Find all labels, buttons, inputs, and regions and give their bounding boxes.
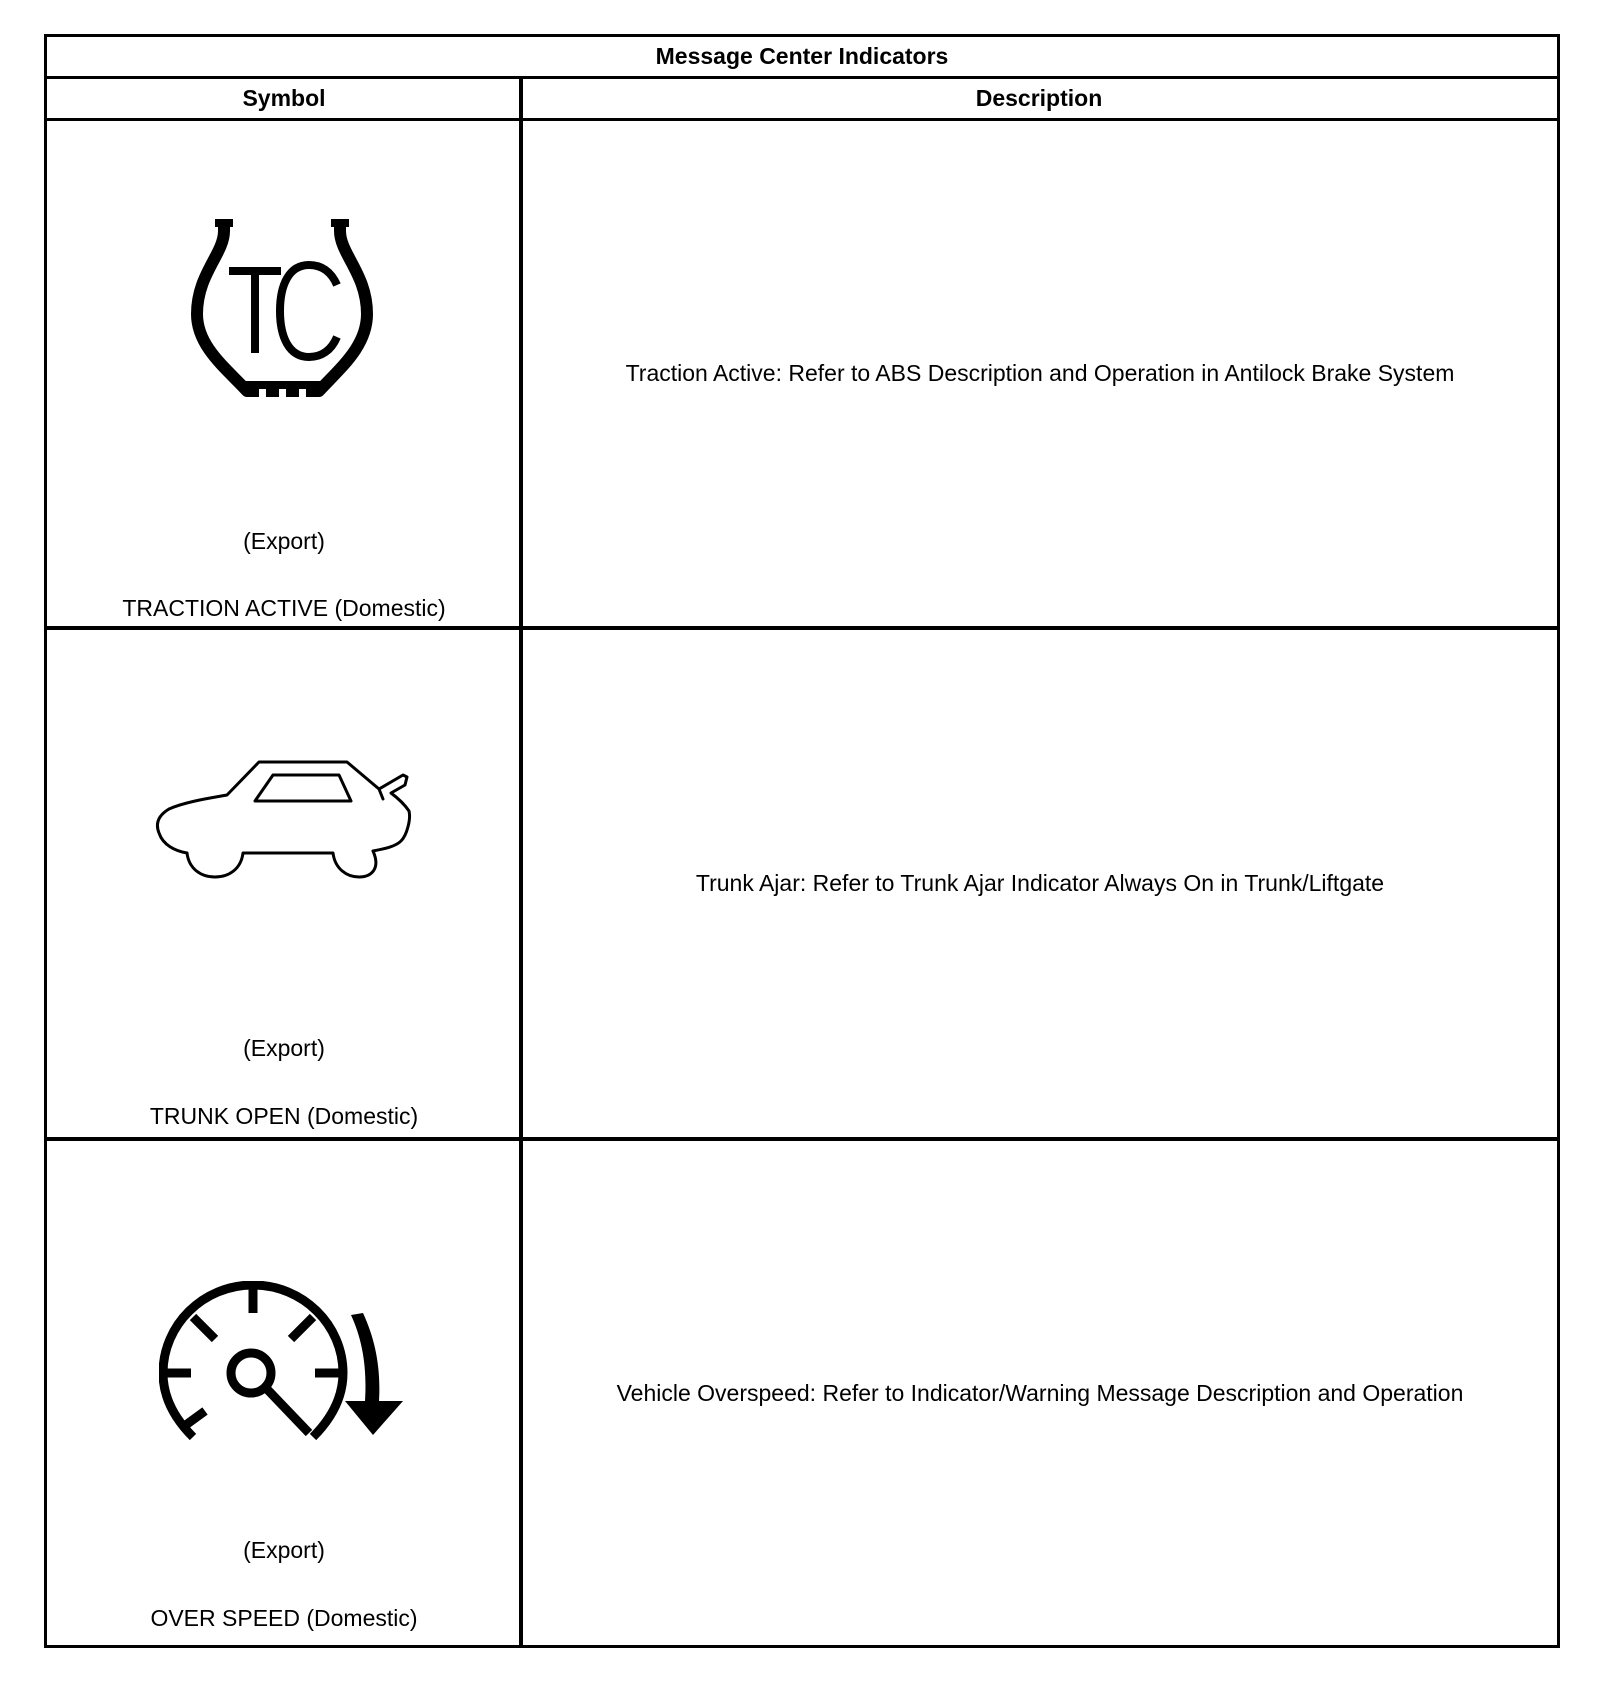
description-cell: Vehicle Overspeed: Refer to Indicator/Warning Message Description and Operation — [616, 1379, 1464, 1406]
description-cell: Trunk Ajar: Refer to Trunk Ajar Indicator Always On in Trunk/Liftgate — [695, 870, 1385, 896]
export-label: (Export) — [243, 1537, 325, 1563]
symbol-cell — [47, 121, 521, 626]
table-row — [47, 630, 1557, 1141]
trunk-open-icon — [147, 745, 437, 885]
domestic-label: OVER SPEED (Domestic) — [150, 1605, 418, 1631]
message-center-table — [44, 34, 1560, 1648]
table-row — [47, 1141, 1557, 1645]
table-title: Message Center Indicators — [47, 37, 1557, 79]
overspeed-icon — [159, 1281, 429, 1451]
export-label: (Export) — [243, 528, 325, 554]
symbol-column-header: Symbol — [47, 79, 521, 121]
domestic-label: TRACTION ACTIVE (Domestic) — [122, 595, 446, 621]
export-label: (Export) — [243, 1035, 325, 1061]
table-row — [47, 121, 1557, 630]
domestic-label: TRUNK OPEN (Domestic) — [149, 1103, 419, 1129]
description-cell: Traction Active: Refer to ABS Description and Operation in Antilock Brake System — [625, 360, 1455, 386]
description-column-header: Description — [521, 79, 1557, 121]
traction-control-icon — [187, 219, 377, 399]
symbol-cell — [47, 1141, 521, 1645]
symbol-cell — [47, 630, 521, 1137]
